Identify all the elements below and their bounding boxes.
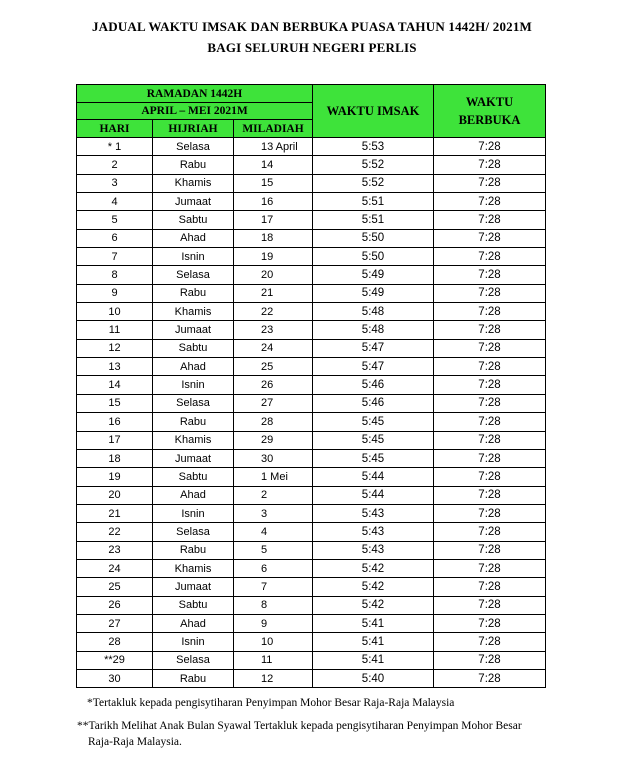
- imsak-header: WAKTU IMSAK: [313, 85, 434, 138]
- hari-cell: 2: [77, 156, 153, 174]
- berbuka-header: [434, 85, 546, 138]
- berbuka-cell: 7:28: [434, 138, 546, 156]
- miladiah-cell: 3: [234, 504, 313, 522]
- footnote-2-line1: **Tarikh Melihat Anak Bulan Syawal Tertakluk kepada pengisytiharan Penyimpan Mohor Besar: [77, 720, 522, 732]
- imsak-cell: 5:48: [313, 303, 434, 321]
- berbuka-cell: 7:28: [434, 669, 546, 687]
- berbuka-cell: 7:28: [434, 339, 546, 357]
- berbuka-cell: 7:28: [434, 211, 546, 229]
- hijriah-cell: Jumaat: [153, 578, 234, 596]
- imsak-cell: 5:46: [313, 394, 434, 412]
- imsak-cell: 5:42: [313, 596, 434, 614]
- miladiah-cell: 28: [234, 413, 313, 431]
- miladiah-cell: 13 April: [234, 138, 313, 156]
- hari-cell: 11: [77, 321, 153, 339]
- hari-cell: 4: [77, 193, 153, 211]
- berbuka-cell: 7:28: [434, 468, 546, 486]
- table-row: [77, 156, 546, 174]
- berbuka-header-line1: WAKTU: [465, 95, 514, 109]
- imsak-cell: 5:43: [313, 523, 434, 541]
- hari-header: HARI: [77, 120, 153, 138]
- hari-cell: 13: [77, 358, 153, 376]
- hari-cell: 10: [77, 303, 153, 321]
- berbuka-cell: 7:28: [434, 229, 546, 247]
- hijriah-cell: Sabtu: [153, 211, 234, 229]
- berbuka-cell: 7:28: [434, 174, 546, 192]
- table-row: [77, 614, 546, 632]
- imsak-cell: 5:49: [313, 266, 434, 284]
- imsak-cell: 5:45: [313, 431, 434, 449]
- imsak-cell: 5:42: [313, 559, 434, 577]
- berbuka-cell: 7:28: [434, 633, 546, 651]
- table-row: [77, 541, 546, 559]
- hijriah-cell: Rabu: [153, 541, 234, 559]
- hijriah-cell: Khamis: [153, 174, 234, 192]
- miladiah-cell: 2: [234, 486, 313, 504]
- berbuka-cell: 7:28: [434, 376, 546, 394]
- table-row: [77, 211, 546, 229]
- imsak-cell: 5:52: [313, 156, 434, 174]
- hari-cell: * 1: [77, 138, 153, 156]
- hijriah-cell: Khamis: [153, 431, 234, 449]
- imsak-cell: 5:51: [313, 193, 434, 211]
- hijriah-cell: Jumaat: [153, 449, 234, 467]
- month-header: APRIL – MEI 2021M: [77, 103, 313, 120]
- miladiah-cell: 29: [234, 431, 313, 449]
- imsak-cell: 5:53: [313, 138, 434, 156]
- hari-cell: 6: [77, 229, 153, 247]
- table-row: [77, 559, 546, 577]
- timetable: [76, 84, 546, 688]
- hijriah-cell: Ahad: [153, 358, 234, 376]
- berbuka-cell: 7:28: [434, 614, 546, 632]
- berbuka-cell: 7:28: [434, 486, 546, 504]
- table-row: [77, 394, 546, 412]
- berbuka-cell: 7:28: [434, 596, 546, 614]
- hari-cell: 14: [77, 376, 153, 394]
- imsak-cell: 5:43: [313, 541, 434, 559]
- table-row: [77, 303, 546, 321]
- miladiah-cell: 1 Mei: [234, 468, 313, 486]
- table-row: [77, 284, 546, 302]
- hari-cell: 16: [77, 413, 153, 431]
- miladiah-header: MILADIAH: [234, 120, 313, 138]
- hijriah-cell: Ahad: [153, 229, 234, 247]
- imsak-cell: 5:47: [313, 339, 434, 357]
- hari-cell: 17: [77, 431, 153, 449]
- berbuka-cell: 7:28: [434, 248, 546, 266]
- miladiah-cell: 11: [234, 651, 313, 669]
- table-row: [77, 486, 546, 504]
- hari-cell: 19: [77, 468, 153, 486]
- ramadan-header: RAMADAN 1442H: [77, 85, 313, 103]
- hari-cell: 5: [77, 211, 153, 229]
- imsak-cell: 5:44: [313, 486, 434, 504]
- berbuka-cell: 7:28: [434, 266, 546, 284]
- hari-cell: 27: [77, 614, 153, 632]
- miladiah-cell: 15: [234, 174, 313, 192]
- footnote-1: *Tertakluk kepada pengisytiharan Penyimpan Mohor Besar Raja-Raja Malaysia: [87, 697, 455, 709]
- table-row: [77, 468, 546, 486]
- table-row: [77, 523, 546, 541]
- hari-cell: 8: [77, 266, 153, 284]
- hijriah-cell: Sabtu: [153, 468, 234, 486]
- document-subtitle: BAGI SELURUH NEGERI PERLIS: [207, 40, 417, 55]
- hijriah-header: HIJRIAH: [153, 120, 234, 138]
- imsak-cell: 5:52: [313, 174, 434, 192]
- miladiah-cell: 7: [234, 578, 313, 596]
- berbuka-cell: 7:28: [434, 394, 546, 412]
- imsak-cell: 5:42: [313, 578, 434, 596]
- imsak-cell: 5:45: [313, 413, 434, 431]
- miladiah-cell: 4: [234, 523, 313, 541]
- table-row: [77, 321, 546, 339]
- hari-cell: 21: [77, 504, 153, 522]
- imsak-cell: 5:41: [313, 614, 434, 632]
- table-row: [77, 651, 546, 669]
- table-row: [77, 138, 546, 156]
- hari-cell: 28: [77, 633, 153, 651]
- miladiah-cell: 16: [234, 193, 313, 211]
- miladiah-cell: 18: [234, 229, 313, 247]
- berbuka-cell: 7:28: [434, 321, 546, 339]
- berbuka-cell: 7:28: [434, 413, 546, 431]
- hari-cell: 24: [77, 559, 153, 577]
- miladiah-cell: 24: [234, 339, 313, 357]
- imsak-cell: 5:45: [313, 449, 434, 467]
- table-row: [77, 229, 546, 247]
- imsak-cell: 5:41: [313, 633, 434, 651]
- hijriah-cell: Selasa: [153, 651, 234, 669]
- berbuka-cell: 7:28: [434, 284, 546, 302]
- hijriah-cell: Selasa: [153, 138, 234, 156]
- hari-cell: 18: [77, 449, 153, 467]
- imsak-cell: 5:50: [313, 229, 434, 247]
- hari-cell: 9: [77, 284, 153, 302]
- hari-cell: 15: [77, 394, 153, 412]
- footnote-2-line2: Raja-Raja Malaysia.: [88, 736, 182, 748]
- hijriah-cell: Rabu: [153, 669, 234, 687]
- hari-cell: **29: [77, 651, 153, 669]
- miladiah-cell: 21: [234, 284, 313, 302]
- hijriah-cell: Selasa: [153, 394, 234, 412]
- hari-cell: 3: [77, 174, 153, 192]
- berbuka-cell: 7:28: [434, 193, 546, 211]
- miladiah-cell: 12: [234, 669, 313, 687]
- berbuka-cell: 7:28: [434, 358, 546, 376]
- berbuka-cell: 7:28: [434, 431, 546, 449]
- table-row: [77, 669, 546, 687]
- miladiah-cell: 8: [234, 596, 313, 614]
- miladiah-cell: 17: [234, 211, 313, 229]
- table-row: [77, 376, 546, 394]
- table-row: [77, 633, 546, 651]
- imsak-cell: 5:43: [313, 504, 434, 522]
- table-row: [77, 248, 546, 266]
- imsak-cell: 5:48: [313, 321, 434, 339]
- hari-cell: 20: [77, 486, 153, 504]
- miladiah-cell: 27: [234, 394, 313, 412]
- miladiah-cell: 14: [234, 156, 313, 174]
- miladiah-cell: 9: [234, 614, 313, 632]
- miladiah-cell: 20: [234, 266, 313, 284]
- berbuka-cell: 7:28: [434, 578, 546, 596]
- table-row: [77, 358, 546, 376]
- miladiah-cell: 23: [234, 321, 313, 339]
- hijriah-cell: Ahad: [153, 486, 234, 504]
- table-row: [77, 339, 546, 357]
- hijriah-cell: Selasa: [153, 266, 234, 284]
- table-row: [77, 431, 546, 449]
- document-title: JADUAL WAKTU IMSAK DAN BERBUKA PUASA TAHUN 1442H/ 2021M: [91, 19, 533, 34]
- berbuka-cell: 7:28: [434, 449, 546, 467]
- table-row: [77, 193, 546, 211]
- hijriah-cell: Rabu: [153, 284, 234, 302]
- hijriah-cell: Ahad: [153, 614, 234, 632]
- table-row: [77, 266, 546, 284]
- hijriah-cell: Isnin: [153, 376, 234, 394]
- hijriah-cell: Sabtu: [153, 596, 234, 614]
- berbuka-cell: 7:28: [434, 156, 546, 174]
- miladiah-cell: 25: [234, 358, 313, 376]
- imsak-cell: 5:49: [313, 284, 434, 302]
- miladiah-cell: 5: [234, 541, 313, 559]
- table-row: [77, 578, 546, 596]
- hijriah-cell: Rabu: [153, 413, 234, 431]
- miladiah-cell: 10: [234, 633, 313, 651]
- hijriah-cell: Rabu: [153, 156, 234, 174]
- berbuka-cell: 7:28: [434, 651, 546, 669]
- imsak-cell: 5:47: [313, 358, 434, 376]
- hari-cell: 30: [77, 669, 153, 687]
- hijriah-cell: Khamis: [153, 303, 234, 321]
- table-row: [77, 504, 546, 522]
- hijriah-cell: Isnin: [153, 504, 234, 522]
- berbuka-header-line2: BERBUKA: [458, 113, 521, 127]
- hari-cell: 23: [77, 541, 153, 559]
- hari-cell: 22: [77, 523, 153, 541]
- table-row: [77, 449, 546, 467]
- table-row: [77, 413, 546, 431]
- berbuka-cell: 7:28: [434, 303, 546, 321]
- berbuka-cell: 7:28: [434, 504, 546, 522]
- imsak-cell: 5:41: [313, 651, 434, 669]
- miladiah-cell: 19: [234, 248, 313, 266]
- imsak-cell: 5:50: [313, 248, 434, 266]
- timetable-body: [77, 138, 546, 688]
- imsak-cell: 5:40: [313, 669, 434, 687]
- hari-cell: 25: [77, 578, 153, 596]
- miladiah-cell: 6: [234, 559, 313, 577]
- hijriah-cell: Sabtu: [153, 339, 234, 357]
- hari-cell: 12: [77, 339, 153, 357]
- miladiah-cell: 30: [234, 449, 313, 467]
- imsak-cell: 5:46: [313, 376, 434, 394]
- hijriah-cell: Khamis: [153, 559, 234, 577]
- berbuka-cell: 7:28: [434, 523, 546, 541]
- hijriah-cell: Selasa: [153, 523, 234, 541]
- table-row: [77, 596, 546, 614]
- miladiah-cell: 26: [234, 376, 313, 394]
- hari-cell: 7: [77, 248, 153, 266]
- hijriah-cell: Jumaat: [153, 321, 234, 339]
- hijriah-cell: Isnin: [153, 248, 234, 266]
- berbuka-cell: 7:28: [434, 541, 546, 559]
- berbuka-cell: 7:28: [434, 559, 546, 577]
- miladiah-cell: 22: [234, 303, 313, 321]
- hijriah-cell: Isnin: [153, 633, 234, 651]
- table-row: [77, 174, 546, 192]
- imsak-cell: 5:51: [313, 211, 434, 229]
- hari-cell: 26: [77, 596, 153, 614]
- hijriah-cell: Jumaat: [153, 193, 234, 211]
- imsak-cell: 5:44: [313, 468, 434, 486]
